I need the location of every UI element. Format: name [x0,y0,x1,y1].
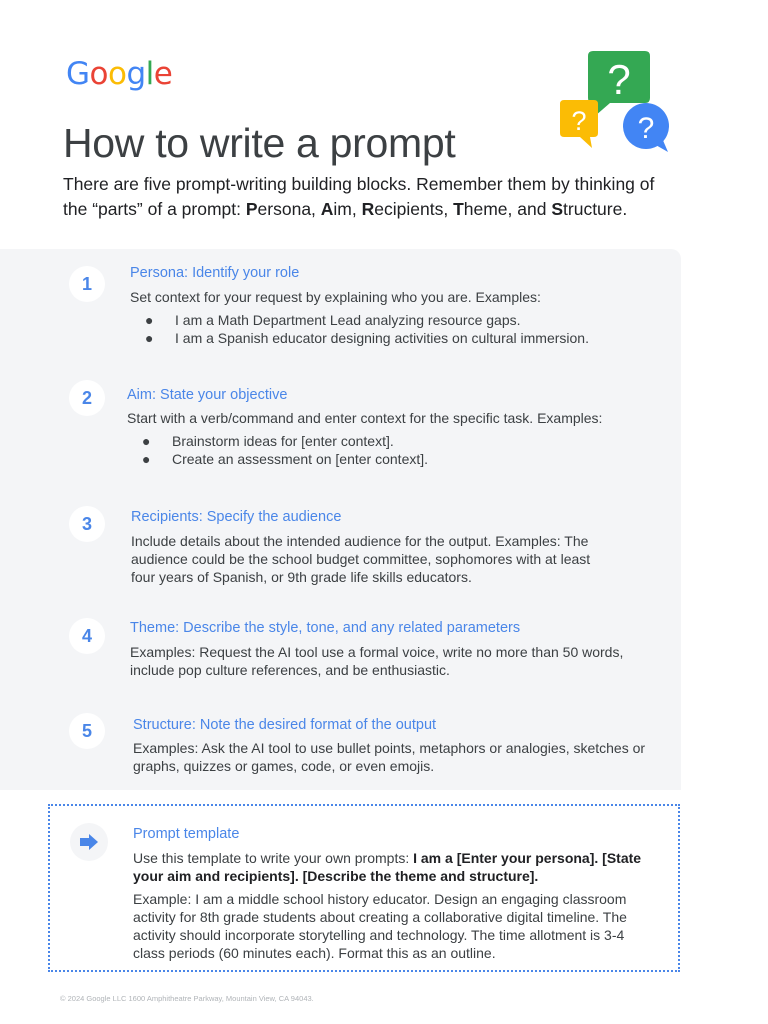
list-item-text: I am a Spanish educator designing activities on cultural immersion. [175,330,589,346]
part-initial: P [245,199,258,219]
svg-text:?: ? [607,56,631,103]
step-number-badge: 4 [69,618,105,654]
step-body: Examples: Ask the AI tool to use bullet points, metaphors or analogies, sketches or graphs, quizzes or games, code, or even emojis. [133,740,646,774]
list-item-text: Create an assessment on [enter context]. [172,451,429,467]
step-title: Theme: Describe the style, tone, and any related parameters [130,620,521,636]
arrow-right-icon-svg [70,823,108,861]
template-example: Example: I am a middle school history educator. Design an engaging classroom activity for 8th grade students about creating a collaborative digital timeline. The activity should incorporate storytelling and technology. The time allotment is 3-4 class periods (60 minutes each). Format this as an outline. [133,891,627,961]
part-rest: ecipients, [374,199,454,219]
step-title: Aim: State your objective [127,387,288,403]
step-title: Structure: Note the desired format of the output [133,717,437,733]
list-item-text: I am a Math Department Lead analyzing resource gaps. [175,312,521,328]
template-lead: Use this template to write your own prompts: [133,850,414,866]
svg-text:?: ? [571,106,587,136]
step-title: Persona: Identify your role [130,265,300,281]
intro-lead: There are five prompt-writing building blocks. Remember them by thinking of the “parts” of a prompt: [63,174,655,219]
svg-text:?: ? [637,112,655,145]
logo-letter: G [66,56,90,92]
bullet-icon: ● [142,433,151,449]
step-number-badge: 3 [69,506,105,542]
part-initial: T [453,199,464,219]
step-body: Include details about the intended audience for the output. Examples: The audience could be the school budget committee, sophomores with at least four years of Spanish, or 9th grade life skills educators. [131,533,591,585]
step-number-badge: 5 [69,713,105,749]
arrow-right-icon [70,823,108,861]
template-title: Prompt template [133,826,240,842]
step-title: Recipients: Specify the audience [131,509,342,525]
step-body: Examples: Request the AI tool use a formal voice, write no more than 50 words, include pop culture references, and be enthusiastic. [130,644,624,678]
page-title: How to write a prompt [63,120,456,166]
footer-text: © 2024 Google LLC 1600 Amphitheatre Parkway, Mountain View, CA 94043. [60,994,314,1003]
part-rest: ersona, [257,199,321,219]
question-bubbles-icon [550,48,675,158]
template-text: I am a [Enter your persona]. [State your aim and recipients]. [Describe the theme and structure]. [133,850,642,884]
part-initial: S [551,199,564,219]
logo-letter: e [153,56,173,92]
intro-text [63,172,673,222]
list-item [142,450,428,468]
step-body: Start with a verb/command and enter context for the specific task. Examples: [127,410,603,426]
logo-letter: o [89,56,108,92]
list-item-text: Brainstorm ideas for [enter context]. [172,433,394,449]
part-rest: im, [333,199,362,219]
step-number-badge: 2 [69,380,105,416]
part-initial: A [320,199,334,219]
step-number-badge: 1 [69,266,105,302]
part-initial: R [361,199,375,219]
template-instructions [133,849,653,885]
logo-letter: g [126,56,146,92]
logo-letter: l [145,56,154,92]
list-item [142,432,394,450]
part-rest: tructure. [563,199,628,219]
list-item [145,311,521,329]
bullet-icon: ● [145,312,154,328]
bullet-icon: ● [142,451,151,467]
logo-letter: o [108,56,127,92]
step-body: Set context for your request by explaining who you are. Examples: [130,289,541,305]
part-rest: heme, and [463,199,552,219]
bullet-icon: ● [145,330,154,346]
list-item [145,329,589,347]
google-logo [66,56,172,92]
